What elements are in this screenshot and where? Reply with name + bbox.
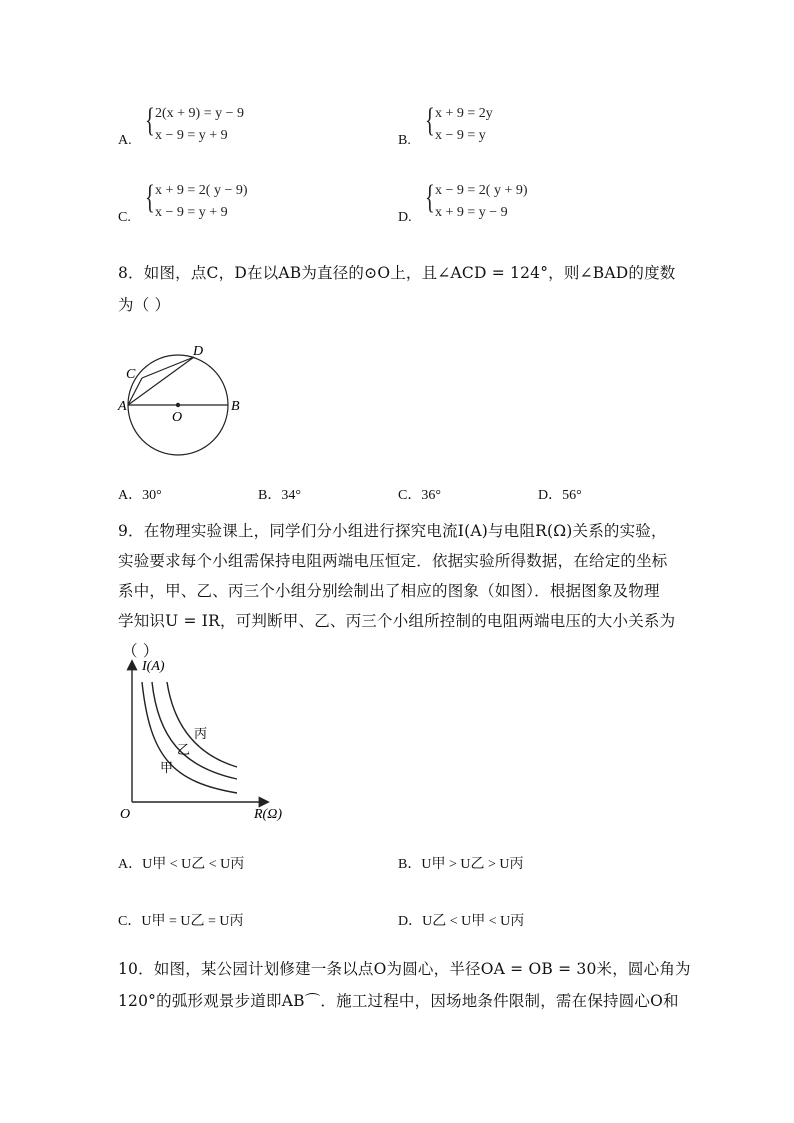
curve-label-jia: 甲	[160, 760, 174, 775]
q9-option-b: B．U甲 > U乙 > U丙	[398, 857, 524, 872]
brace-symbol: {	[145, 179, 155, 216]
point-c-label: C	[126, 367, 136, 382]
q8-option-c: C．36°	[398, 488, 441, 503]
q8-option-d: D．56°	[538, 488, 582, 503]
point-b-label: B	[231, 399, 240, 414]
q7-option-a-eq1: 2(x + 9) = y − 9	[155, 106, 245, 121]
q7-option-c-eq2: x − 9 = y + 9	[155, 205, 228, 220]
q8-circle-figure	[112, 338, 252, 478]
q7-option-a-label: A.	[118, 133, 132, 148]
point-d-label: D	[193, 344, 204, 359]
q7-option-d-label: D.	[398, 210, 412, 225]
origin-label: O	[120, 807, 131, 822]
q7-option-b-label: B.	[398, 133, 411, 148]
q7-option-b-eq2: x − 9 = y	[435, 128, 486, 143]
q9-graph	[112, 652, 302, 827]
q10-text-line2: 120°的弧形观景步道即AB⌒．施工过程中，因场地条件限制，需在保持圆心O和	[118, 992, 679, 1010]
q9-option-d: D．U乙 < U甲 < U丙	[398, 914, 525, 929]
q9-text-line2: 实验要求每个小组需保持电阻两端电压恒定．依据实验所得数据，在给定的坐标	[118, 552, 668, 570]
q7-option-c-eq1: x + 9 = 2( y − 9)	[155, 183, 248, 198]
chord-cd	[142, 357, 194, 378]
chord-ad	[128, 357, 194, 405]
q8-text-line2: 为（ ）	[118, 296, 171, 314]
point-a-label: A	[118, 399, 127, 414]
y-axis-label: I(A)	[142, 659, 165, 674]
q8-text-line1: 8．如图，点C，D在以AB为直径的⊙O上，且∠ACD = 124°，则∠BAD的度数	[118, 264, 676, 282]
point-o-label: O	[172, 410, 183, 425]
q9-option-a: A．U甲 < U乙 < U丙	[118, 857, 245, 872]
curve-label-yi: 乙	[177, 742, 191, 757]
q9-text-line1: 9．在物理实验课上，同学们分小组进行探究电流I(A)与电阻R(Ω)关系的实验，	[118, 522, 667, 540]
q9-text-line4: 学知识U = IR，可判断甲、乙、丙三个小组所控制的电阻两端电压的大小关系为	[118, 612, 676, 630]
q7-option-a-eq2: x − 9 = y + 9	[155, 128, 228, 143]
q7-option-b-eq1: x + 9 = 2y	[435, 106, 493, 121]
q10-text-line1: 10．如图，某公园计划修建一条以点O为圆心，半径OA = OB = 30米，圆心角为	[118, 960, 691, 978]
q8-option-a: A．30°	[118, 488, 162, 503]
curve-label-bing: 丙	[194, 726, 208, 741]
q7-option-d-eq2: x + 9 = y − 9	[435, 205, 508, 220]
q9-text-line3: 系中，甲、乙、丙三个小组分别绘制出了相应的图象（如图）．根据图象及物理	[118, 582, 660, 600]
brace-symbol: {	[145, 102, 155, 139]
q9-text-line5: （ ）	[122, 642, 159, 660]
q8-option-b: B．34°	[258, 488, 301, 503]
q9-option-c: C．U甲 = U乙 = U丙	[118, 914, 244, 929]
center-point	[176, 403, 180, 407]
x-axis-label: R(Ω)	[254, 807, 282, 822]
brace-symbol: {	[425, 102, 435, 139]
q7-option-c-label: C.	[118, 210, 131, 225]
q7-option-d-eq1: x − 9 = 2( y + 9)	[435, 183, 528, 198]
brace-symbol: {	[425, 179, 435, 216]
